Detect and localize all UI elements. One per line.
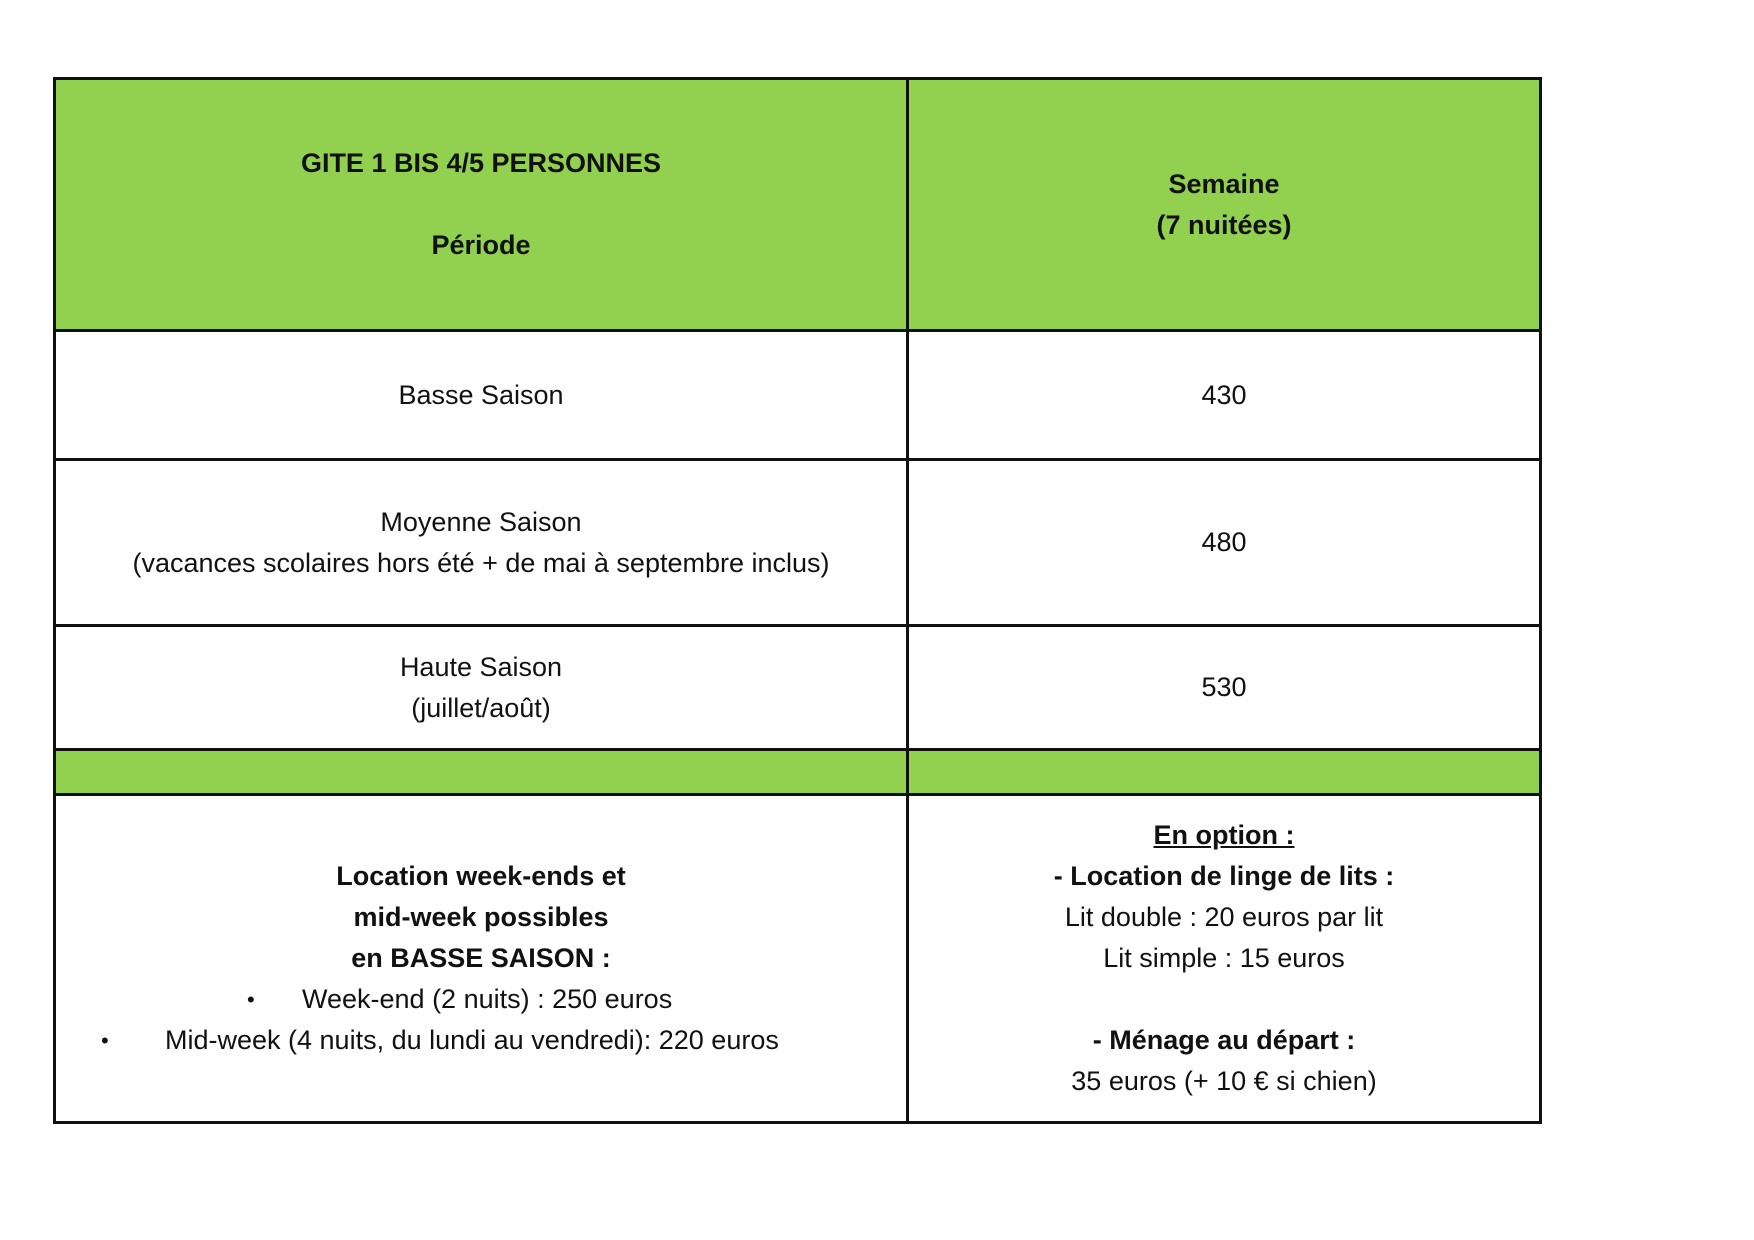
periode-label: Période: [431, 230, 531, 260]
separator-cell: [55, 750, 908, 795]
table-row: [55, 331, 1541, 460]
price-cell: [908, 460, 1541, 626]
period-cell: [55, 331, 908, 460]
list-item: [66, 979, 896, 1020]
price-value: 480: [1201, 527, 1247, 557]
table-row: [55, 460, 1541, 626]
bullet-icon: •: [101, 1028, 109, 1053]
period-detail: (vacances scolaires hors été + de mai à septembre inclus): [132, 547, 830, 578]
separator-row: [55, 750, 1541, 795]
tarifs-table: [53, 77, 1542, 1124]
nuitees-label: (7 nuitées): [1156, 209, 1292, 240]
menage-title: - Ménage au départ :: [1092, 1025, 1356, 1055]
weekend-line: en BASSE SAISON :: [351, 943, 611, 973]
weekend-line: Location week-ends et: [336, 861, 626, 891]
weekend-cell: [55, 795, 908, 1123]
period-name: Moyenne Saison: [380, 506, 582, 537]
period-detail: (juillet/août): [411, 692, 551, 723]
bullet-icon: •: [247, 987, 255, 1012]
lit-double: Lit double : 20 euros par lit: [1064, 902, 1384, 932]
linge-title: - Location de linge de lits :: [1053, 861, 1395, 891]
price-cell: [908, 331, 1541, 460]
header-semaine-cell: [908, 79, 1541, 331]
list-item: [66, 1020, 896, 1061]
gite-title: GITE 1 BIS 4/5 PERSONNES: [300, 148, 662, 178]
menage-price: 35 euros (+ 10 € si chien): [1071, 1066, 1377, 1096]
separator-cell: [908, 750, 1541, 795]
period-cell: [55, 626, 908, 750]
price-value: 430: [1201, 379, 1247, 410]
options-row: [55, 795, 1541, 1123]
price-cell: [908, 626, 1541, 750]
period-cell: [55, 460, 908, 626]
list-item-text: Mid-week (4 nuits, du lundi au vendredi): 220 euros: [165, 1025, 779, 1055]
weekend-list: [66, 979, 896, 1061]
table-row: [55, 626, 1541, 750]
option-title: En option :: [1153, 820, 1295, 850]
list-item-text: Week-end (2 nuits) : 250 euros: [302, 984, 673, 1014]
options-cell: [908, 795, 1541, 1123]
weekend-line: mid-week possibles: [353, 902, 609, 932]
period-name: Basse Saison: [398, 379, 564, 410]
lit-simple: Lit simple : 15 euros: [1103, 943, 1345, 973]
semaine-label: Semaine: [1168, 168, 1280, 199]
header-periode-cell: [55, 79, 908, 331]
period-name: Haute Saison: [399, 651, 563, 682]
price-value: 530: [1201, 672, 1247, 702]
table-header-row: [55, 79, 1541, 331]
